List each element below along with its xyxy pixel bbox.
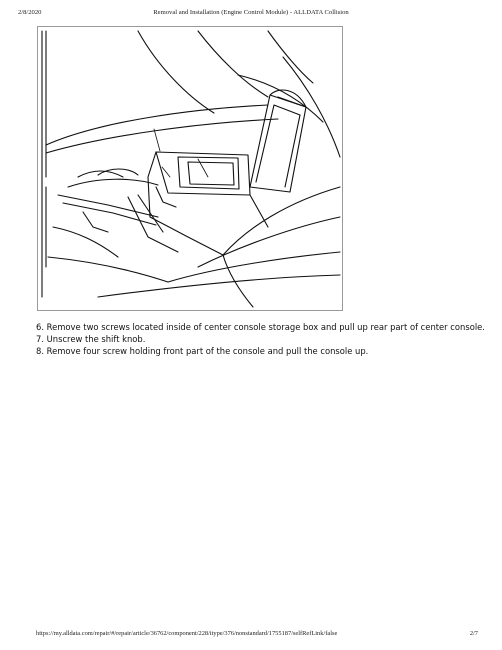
console-illustration bbox=[37, 26, 343, 311]
print-date: 2/8/2020 bbox=[18, 9, 42, 16]
step-7: 7. Unscrew the shift knob. bbox=[36, 334, 146, 345]
print-header-title: Removal and Installation (Engine Control Module) - ALLDATA Collision bbox=[153, 9, 349, 16]
instruction-steps bbox=[36, 321, 485, 358]
page-number: 2/7 bbox=[469, 630, 478, 637]
step-8: 8. Remove four screw holding front part of the console and pull the console up. bbox=[36, 346, 369, 357]
center-console-line-drawing bbox=[38, 27, 342, 310]
step-6: 6. Remove two screws located inside of center console storage box and pull up rear part of center console. bbox=[36, 322, 485, 332]
print-footer-url: https://my.alldata.com/repair/#/repair/article/36762/component/228/itype/376/nonstandard/1755187/selfRefLink/false bbox=[36, 630, 338, 637]
